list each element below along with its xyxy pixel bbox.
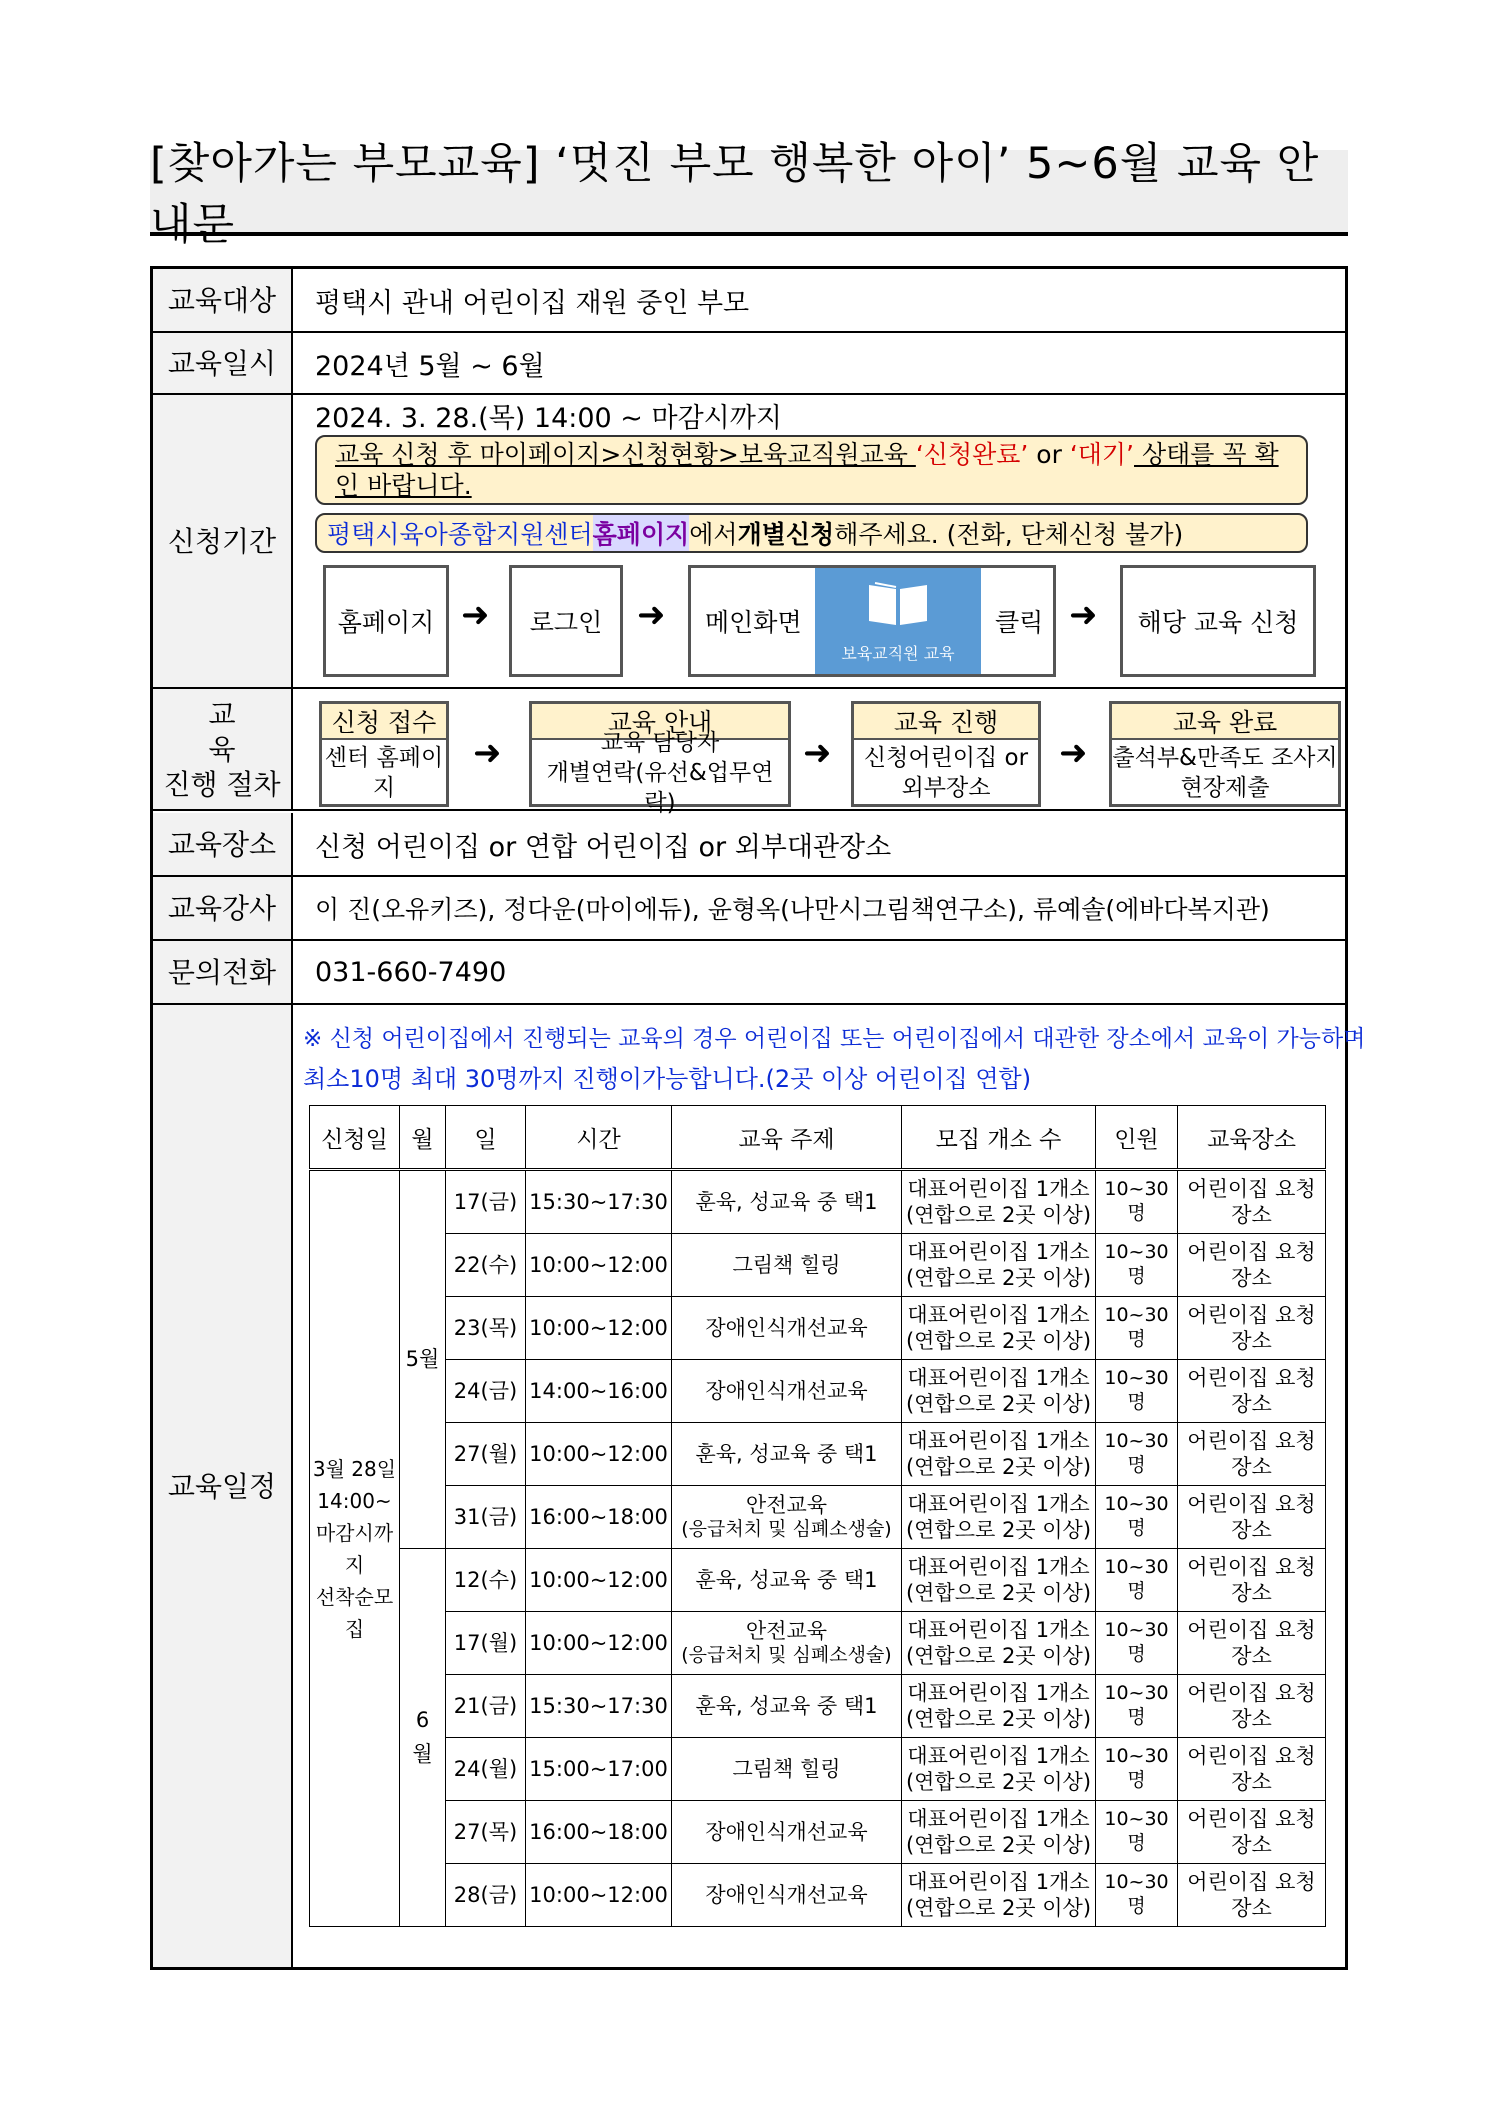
venue-cell: 어린이집 요청장소 xyxy=(1178,1234,1326,1297)
time-cell: 10:00~12:00 xyxy=(526,1423,672,1486)
people-cell: 10~30명 xyxy=(1096,1170,1178,1234)
step-complete: 교육 완료 출석부&만족도 조사지 현장제출 xyxy=(1109,701,1341,807)
arrow-right-icon: ➜ xyxy=(1069,595,1098,635)
topic-cell: 안전교육 (응급처치 및 심폐소생술) xyxy=(672,1612,902,1675)
value-lecturer: 이 진(오유키즈), 정다운(마이에듀), 윤형옥(나만시그림책연구소), 류예솔(에바다복지관) xyxy=(315,895,1270,924)
topic-cell: 그림책 힐링 xyxy=(672,1738,902,1801)
value-target: 평택시 관내 어린이집 재원 중인 부모 xyxy=(315,287,750,319)
book-icon-caption: 보육교직원 교육 xyxy=(841,643,955,663)
table-row xyxy=(310,1486,1326,1549)
recruit-cell: 대표어린이집 1개소 (연합으로 2곳 이상) xyxy=(902,1423,1096,1486)
row-apply xyxy=(153,395,1345,689)
label-process: 교 육 진행 절차 xyxy=(153,689,293,809)
notice-text-a: 교육 신청 후 마이페이지>신청현황>보육교직원교육 xyxy=(335,440,916,469)
recruit-cell: 대표어린이집 1개소 (연합으로 2곳 이상) xyxy=(902,1486,1096,1549)
time-cell: 15:30~17:30 xyxy=(526,1675,672,1738)
people-cell: 10~30명 xyxy=(1096,1864,1178,1927)
people-cell: 10~30명 xyxy=(1096,1801,1178,1864)
day-cell: 21(금) xyxy=(446,1675,526,1738)
day-cell: 17(금) xyxy=(446,1170,526,1234)
notice-line-2: 최소10명 최대 30명까지 진행이가능합니다.(2곳 이상 어린이집 연합) xyxy=(303,1065,1032,1093)
label-schedule: 교육일정 xyxy=(153,1005,293,1967)
people-cell: 10~30명 xyxy=(1096,1297,1178,1360)
header-apply-date: 신청일 xyxy=(310,1106,400,1170)
table-row xyxy=(310,1738,1326,1801)
people-cell: 10~30명 xyxy=(1096,1675,1178,1738)
center-text-c: 해주세요. (전화, 단체신청 불가) xyxy=(834,520,1184,549)
flow-homepage: 홈페이지 xyxy=(323,565,449,677)
arrow-right-icon: ➜ xyxy=(803,733,832,773)
month-may-cell: 5월 xyxy=(400,1170,446,1549)
topic-cell: 장애인식개선교육 xyxy=(672,1360,902,1423)
time-cell: 10:00~12:00 xyxy=(526,1864,672,1927)
table-row xyxy=(310,1360,1326,1423)
people-cell: 10~30명 xyxy=(1096,1486,1178,1549)
flow-click: 클릭 xyxy=(995,608,1044,637)
arrow-right-icon: ➜ xyxy=(473,733,502,773)
header-day: 일 xyxy=(446,1106,526,1170)
notice-done: ‘신청완료’ xyxy=(915,440,1029,469)
people-cell: 10~30명 xyxy=(1096,1549,1178,1612)
row-date xyxy=(153,333,1345,395)
flow-main-label: 메인화면 xyxy=(705,608,802,637)
header-venue: 교육장소 xyxy=(1178,1106,1326,1170)
day-cell: 27(월) xyxy=(446,1423,526,1486)
label-phone: 문의전화 xyxy=(153,941,293,1003)
day-cell: 17(월) xyxy=(446,1612,526,1675)
venue-cell: 어린이집 요청장소 xyxy=(1178,1801,1326,1864)
venue-cell: 어린이집 요청장소 xyxy=(1178,1360,1326,1423)
venue-cell: 어린이집 요청장소 xyxy=(1178,1486,1326,1549)
apply-period: 2024. 3. 28.(목) 14:00 ~ 마감시까지 xyxy=(315,402,782,434)
venue-cell: 어린이집 요청장소 xyxy=(1178,1297,1326,1360)
header-topic: 교육 주제 xyxy=(672,1106,902,1170)
schedule-header-row xyxy=(310,1106,1326,1170)
homepage-link[interactable]: 홈페이지 xyxy=(593,515,690,551)
day-cell: 24(월) xyxy=(446,1738,526,1801)
schedule-notice xyxy=(303,1019,1366,1099)
topic-cell: 훈육, 성교육 중 택1 xyxy=(672,1675,902,1738)
header-time: 시간 xyxy=(526,1106,672,1170)
topic-cell: 장애인식개선교육 xyxy=(672,1297,902,1360)
notice-wait: ‘대기’ xyxy=(1069,440,1135,469)
table-row xyxy=(310,1801,1326,1864)
label-date: 교육일시 xyxy=(153,333,293,393)
time-cell: 16:00~18:00 xyxy=(526,1801,672,1864)
topic-cell: 훈육, 성교육 중 택1 xyxy=(672,1170,902,1234)
status-notice xyxy=(315,435,1308,505)
topic-cell: 장애인식개선교육 xyxy=(672,1864,902,1927)
header-month: 월 xyxy=(400,1106,446,1170)
label-lecturer: 교육강사 xyxy=(153,877,293,939)
time-cell: 10:00~12:00 xyxy=(526,1549,672,1612)
page-title: [찾아가는 부모교육] ‘멋진 부모 행복한 아이’ 5~6월 교육 안내문 xyxy=(150,150,1348,236)
notice-line-1: ※ 신청 어린이집에서 진행되는 교육의 경우 어린이집 또는 어린이집에서 대관한 장소에서 교육이 가능하며 xyxy=(303,1026,1366,1052)
table-row xyxy=(310,1423,1326,1486)
label-apply: 신청기간 xyxy=(153,395,293,687)
topic-cell: 그림책 힐링 xyxy=(672,1234,902,1297)
table-row xyxy=(310,1864,1326,1927)
day-cell: 22(수) xyxy=(446,1234,526,1297)
header-recruit: 모집 개소 수 xyxy=(902,1106,1096,1170)
topic-cell: 안전교육 (응급처치 및 심폐소생술) xyxy=(672,1486,902,1549)
day-cell: 23(목) xyxy=(446,1297,526,1360)
row-target xyxy=(153,269,1345,333)
table-row xyxy=(310,1549,1326,1612)
people-cell: 10~30명 xyxy=(1096,1738,1178,1801)
people-cell: 10~30명 xyxy=(1096,1234,1178,1297)
center-notice xyxy=(315,513,1308,553)
month-june-cell: 6 월 xyxy=(400,1549,446,1927)
arrow-right-icon: ➜ xyxy=(1059,733,1088,773)
day-cell: 28(금) xyxy=(446,1864,526,1927)
recruit-cell: 대표어린이집 1개소 (연합으로 2곳 이상) xyxy=(902,1612,1096,1675)
table-row xyxy=(310,1234,1326,1297)
venue-cell: 어린이집 요청장소 xyxy=(1178,1864,1326,1927)
recruit-cell: 대표어린이집 1개소 (연합으로 2곳 이상) xyxy=(902,1549,1096,1612)
flow-apply: 해당 교육 신청 xyxy=(1120,565,1316,677)
table-row xyxy=(310,1170,1326,1234)
center-text-b: 에서 xyxy=(689,520,738,549)
time-cell: 10:00~12:00 xyxy=(526,1612,672,1675)
book-icon xyxy=(815,568,981,674)
value-date: 2024년 5월 ~ 6월 xyxy=(315,350,545,382)
individual-apply: 개별신청 xyxy=(737,520,835,549)
time-cell: 10:00~12:00 xyxy=(526,1297,672,1360)
recruit-cell: 대표어린이집 1개소 (연합으로 2곳 이상) xyxy=(902,1234,1096,1297)
venue-cell: 어린이집 요청장소 xyxy=(1178,1423,1326,1486)
value-place: 신청 어린이집 or 연합 어린이집 or 외부대관장소 xyxy=(315,831,892,863)
topic-cell: 훈육, 성교육 중 택1 xyxy=(672,1423,902,1486)
table-row xyxy=(310,1612,1326,1675)
center-name: 평택시육아종합지원센터 xyxy=(327,520,593,549)
value-phone: 031-660-7490 xyxy=(315,956,507,988)
label-target: 교육대상 xyxy=(153,269,293,331)
topic-cell: 훈육, 성교육 중 택1 xyxy=(672,1549,902,1612)
label-place: 교육장소 xyxy=(153,813,293,875)
step-progress: 교육 진행 신청어린이집 or 외부장소 xyxy=(851,701,1041,807)
time-cell: 10:00~12:00 xyxy=(526,1234,672,1297)
notice-text-b: 상태를 꼭 확인 바랍니다. xyxy=(335,440,1279,501)
day-cell: 24(금) xyxy=(446,1360,526,1423)
recruit-cell: 대표어린이집 1개소 (연합으로 2곳 이상) xyxy=(902,1360,1096,1423)
day-cell: 27(목) xyxy=(446,1801,526,1864)
venue-cell: 어린이집 요청장소 xyxy=(1178,1738,1326,1801)
recruit-cell: 대표어린이집 1개소 (연합으로 2곳 이상) xyxy=(902,1297,1096,1360)
row-lecturer xyxy=(153,877,1345,941)
row-phone xyxy=(153,941,1345,1005)
time-cell: 15:30~17:30 xyxy=(526,1170,672,1234)
time-cell: 15:00~17:00 xyxy=(526,1738,672,1801)
recruit-cell: 대표어린이집 1개소 (연합으로 2곳 이상) xyxy=(902,1801,1096,1864)
day-cell: 31(금) xyxy=(446,1486,526,1549)
time-cell: 16:00~18:00 xyxy=(526,1486,672,1549)
notice-or: or xyxy=(1028,440,1070,469)
apply-date-cell: 3월 28일 14:00~ 마감시까지 선착순모집 xyxy=(310,1170,400,1927)
recruit-cell: 대표어린이집 1개소 (연합으로 2곳 이상) xyxy=(902,1864,1096,1927)
row-place xyxy=(153,813,1345,877)
venue-cell: 어린이집 요청장소 xyxy=(1178,1612,1326,1675)
people-cell: 10~30명 xyxy=(1096,1423,1178,1486)
venue-cell: 어린이집 요청장소 xyxy=(1178,1675,1326,1738)
schedule-table xyxy=(309,1105,1326,1927)
recruit-cell: 대표어린이집 1개소 (연합으로 2곳 이상) xyxy=(902,1675,1096,1738)
people-cell: 10~30명 xyxy=(1096,1612,1178,1675)
row-process xyxy=(153,689,1345,816)
arrow-right-icon: ➜ xyxy=(461,595,490,635)
info-table xyxy=(150,266,1366,1970)
day-cell: 12(수) xyxy=(446,1549,526,1612)
time-cell: 14:00~16:00 xyxy=(526,1360,672,1423)
venue-cell: 어린이집 요청장소 xyxy=(1178,1549,1326,1612)
step-guide: 교육 안내 교육 담당자 개별연락(유선&업무연락) xyxy=(529,701,791,807)
arrow-right-icon: ➜ xyxy=(637,595,666,635)
table-row xyxy=(310,1675,1326,1738)
step-receive: 신청 접수 센터 홈페이지 xyxy=(319,701,449,807)
table-row xyxy=(310,1297,1326,1360)
header-people: 인원 xyxy=(1096,1106,1178,1170)
flow-login: 로그인 xyxy=(509,565,623,677)
topic-cell: 장애인식개선교육 xyxy=(672,1801,902,1864)
recruit-cell: 대표어린이집 1개소 (연합으로 2곳 이상) xyxy=(902,1170,1096,1234)
flow-main xyxy=(688,565,1056,677)
people-cell: 10~30명 xyxy=(1096,1360,1178,1423)
open-book-icon xyxy=(865,579,931,629)
recruit-cell: 대표어린이집 1개소 (연합으로 2곳 이상) xyxy=(902,1738,1096,1801)
venue-cell: 어린이집 요청장소 xyxy=(1178,1170,1326,1234)
